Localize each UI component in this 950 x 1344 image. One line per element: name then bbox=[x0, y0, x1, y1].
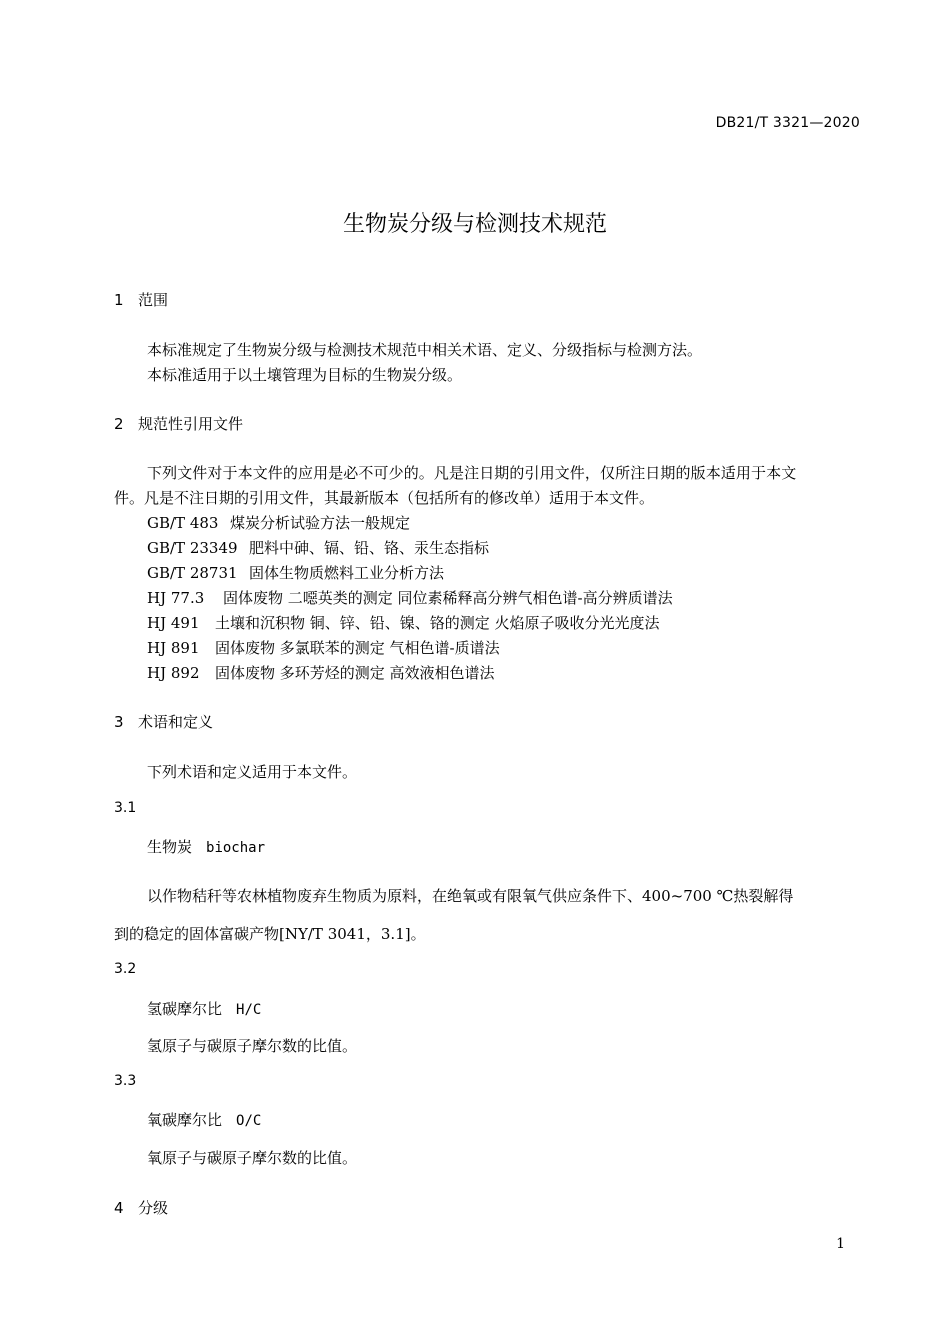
reference-name: 固体废物 多氯联苯的测定 气相色谱-质谱法 bbox=[215, 639, 500, 657]
reference-code: HJ 892 bbox=[147, 664, 200, 682]
reference-name: 固体废物 多环芳烃的测定 高效液相色谱法 bbox=[215, 664, 495, 682]
paragraph: 下列术语和定义适用于本文件。 bbox=[147, 763, 358, 781]
paragraph: 下列文件对于本文件的应用是必不可少的。凡是注日期的引用文件，仅所注日期的版本适用于本文 bbox=[147, 464, 797, 482]
document-code: DB21/T 3321—2020 bbox=[715, 115, 860, 131]
reference-item bbox=[147, 537, 489, 558]
term-entry bbox=[147, 836, 265, 857]
section-title: 分级 bbox=[138, 1199, 169, 1217]
subsection-number: 3.1 bbox=[114, 800, 137, 816]
paragraph: 本标准规定了生物炭分级与检测技术规范中相关术语、定义、分级指标与检测方法。 bbox=[147, 341, 703, 359]
reference-code: GB/T 483 bbox=[147, 514, 219, 532]
reference-name: 土壤和沉积物 铜、锌、铅、镍、铬的测定 火焰原子吸收分光光度法 bbox=[215, 614, 660, 632]
reference-item bbox=[147, 512, 410, 533]
reference-item bbox=[147, 587, 673, 608]
reference-item bbox=[147, 562, 444, 583]
term-definition-continuation: 到的稳定的固体富碳产物[NY/T 3041，3.1]。 bbox=[114, 925, 426, 943]
reference-code: GB/T 23349 bbox=[147, 539, 238, 557]
section-heading-scope bbox=[114, 289, 168, 310]
reference-name: 肥料中砷、镉、铅、铬、汞生态指标 bbox=[249, 539, 490, 557]
section-title: 范围 bbox=[138, 291, 169, 309]
subsection-number: 3.2 bbox=[114, 961, 137, 977]
page-number: 1 bbox=[836, 1236, 845, 1252]
reference-item bbox=[147, 612, 660, 633]
section-title: 术语和定义 bbox=[138, 713, 214, 731]
section-heading-classification bbox=[114, 1197, 168, 1218]
reference-code: GB/T 28731 bbox=[147, 564, 238, 582]
term-english: H/C bbox=[236, 1002, 262, 1018]
reference-name: 煤炭分析试验方法一般规定 bbox=[230, 514, 411, 532]
document-title: 生物炭分级与检测技术规范 bbox=[342, 212, 607, 237]
reference-code: HJ 891 bbox=[147, 639, 200, 657]
term-entry bbox=[147, 998, 261, 1019]
term-name: 生物炭 bbox=[147, 838, 193, 856]
reference-name: 固体生物质燃料工业分析方法 bbox=[249, 564, 445, 582]
term-definition: 氧原子与碳原子摩尔数的比值。 bbox=[147, 1149, 358, 1167]
section-number: 4 bbox=[114, 1199, 124, 1217]
term-definition: 氢原子与碳原子摩尔数的比值。 bbox=[147, 1037, 358, 1055]
section-heading-normative-references bbox=[114, 413, 243, 434]
reference-name: 固体废物 二噁英类的测定 同位素稀释高分辨气相色谱-高分辨质谱法 bbox=[223, 589, 673, 607]
section-number: 2 bbox=[114, 415, 124, 433]
subsection-number: 3.3 bbox=[114, 1073, 137, 1089]
term-english: O/C bbox=[236, 1113, 262, 1129]
reference-code: HJ 491 bbox=[147, 614, 200, 632]
paragraph: 本标准适用于以土壤管理为目标的生物炭分级。 bbox=[147, 366, 463, 384]
reference-code: HJ 77.3 bbox=[147, 589, 205, 607]
section-title: 规范性引用文件 bbox=[138, 415, 244, 433]
section-number: 1 bbox=[114, 291, 124, 309]
term-entry bbox=[147, 1109, 261, 1130]
section-number: 3 bbox=[114, 713, 124, 731]
section-heading-terms-and-definitions bbox=[114, 711, 213, 732]
reference-item bbox=[147, 637, 500, 658]
term-definition: 以作物秸秆等农林植物废弃生物质为原料，在绝氧或有限氧气供应条件下、400~700 ℃热裂解得 bbox=[147, 887, 794, 905]
term-name: 氢碳摩尔比 bbox=[147, 1000, 223, 1018]
term-name: 氧碳摩尔比 bbox=[147, 1111, 223, 1129]
term-english: biochar bbox=[206, 840, 266, 856]
paragraph-continuation: 件。凡是不注日期的引用文件，其最新版本（包括所有的修改单）适用于本文件。 bbox=[114, 489, 655, 507]
reference-item bbox=[147, 662, 495, 683]
